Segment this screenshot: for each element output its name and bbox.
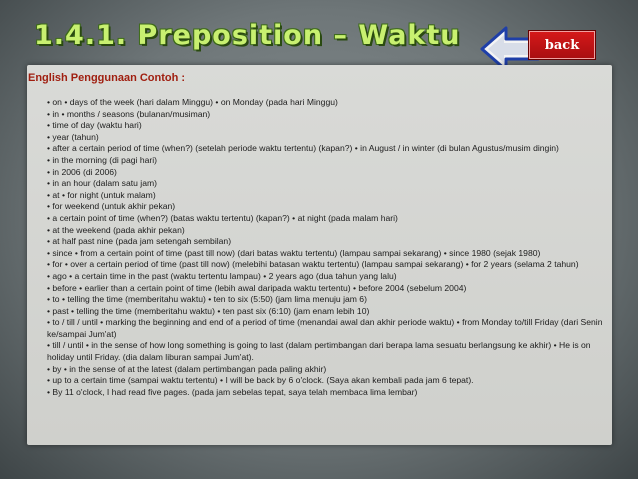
title-bar	[0, 0, 638, 64]
list-item: • after a certain period of time (when?) (setelah periode waktu tertentu) (kapan?) • in August / in winter (di bulan Agustus/musim dingin)	[47, 143, 559, 154]
list-item: • at • for night (untuk malam)	[47, 189, 156, 200]
list-item: • for • over a certain period of time (past till now) (melebihi batasan waktu tertentu) (lampau sampai sekarang) • for 2 years (selama 2 tahun)	[47, 259, 579, 270]
list-item: • at the weekend (pada akhir pekan)	[47, 224, 185, 235]
list-item: • since • from a certain point of time (past till now) (dari batas waktu tertentu) (lampau sampai sekarang) • since 1980 (sejak 1980)	[47, 247, 541, 258]
list-item: • on • days of the week (hari dalam Minggu) • on Monday (pada hari Minggu)	[47, 97, 338, 107]
list-item: • a certain point of time (when?) (batas waktu tertentu) (kapan?) • at night (pada malam hari)	[47, 212, 398, 223]
section-subtitle: English Penggunaan Contoh :	[28, 72, 186, 84]
list-item: • in an hour (dalam satu jam)	[47, 178, 158, 189]
list-item: • By 11 o'clock, I had read five pages. (pada jam sebelas tepat, saya telah membaca lima lembar)	[47, 386, 418, 397]
list-item: • up to a certain time (sampai waktu tertentu) • I will be back by 6 o'clock. (Saya akan kembali pada jam 6 tepat).	[47, 375, 474, 386]
page-title: 1.4.1. Preposition – Waktu	[34, 20, 461, 51]
list-item: • in the morning (di pagi hari)	[47, 154, 158, 165]
list-item: • till / until • in the sense of how long something is going to last (dalam pertimbangan dari berapa lama sesuatu berlangsung ke akhir) • He is on holiday until Friday. (dia dalam liburan sampai Jum'at).	[47, 340, 591, 363]
list-item: • before • earlier than a certain point of time (lebih awal daripada waktu tertentu) • before 2004 (sebelum 2004)	[47, 282, 467, 293]
list-item: • time of day (waktu hari)	[47, 120, 142, 131]
list-item: • in • months / seasons (bulanan/musiman)	[47, 108, 211, 119]
list-item: • by • in the sense of at the latest (dalam pertimbangan pada paling akhir)	[47, 363, 327, 374]
back-button[interactable]: back	[528, 30, 596, 60]
list-item: • past • telling the time (memberitahu waktu) • ten past six (6:10) (jam enam lebih 10)	[47, 305, 370, 316]
list-item: • in 2006 (di 2006)	[47, 166, 117, 177]
content-panel	[27, 65, 612, 445]
list-item: • to / till / until • marking the beginning and end of a period of time (menandai awal dan akhir periode waktu) • from Monday to/till Friday (dari Senin ke/sampai Jum'at)	[47, 317, 603, 339]
list-item: • ago • a certain time in the past (waktu tertentu lampau) • 2 years ago (dua tahun yang lalu)	[47, 270, 397, 281]
list-item: • year (tahun)	[47, 131, 99, 142]
list-item: • to • telling the time (memberitahu waktu) • ten to six (5:50) (jam lima menuju jam 6)	[47, 294, 367, 305]
preposition-list	[47, 97, 609, 398]
list-item: • for weekend (untuk akhir pekan)	[47, 201, 176, 212]
list-item: • at half past nine (pada jam setengah sembilan)	[47, 236, 232, 247]
